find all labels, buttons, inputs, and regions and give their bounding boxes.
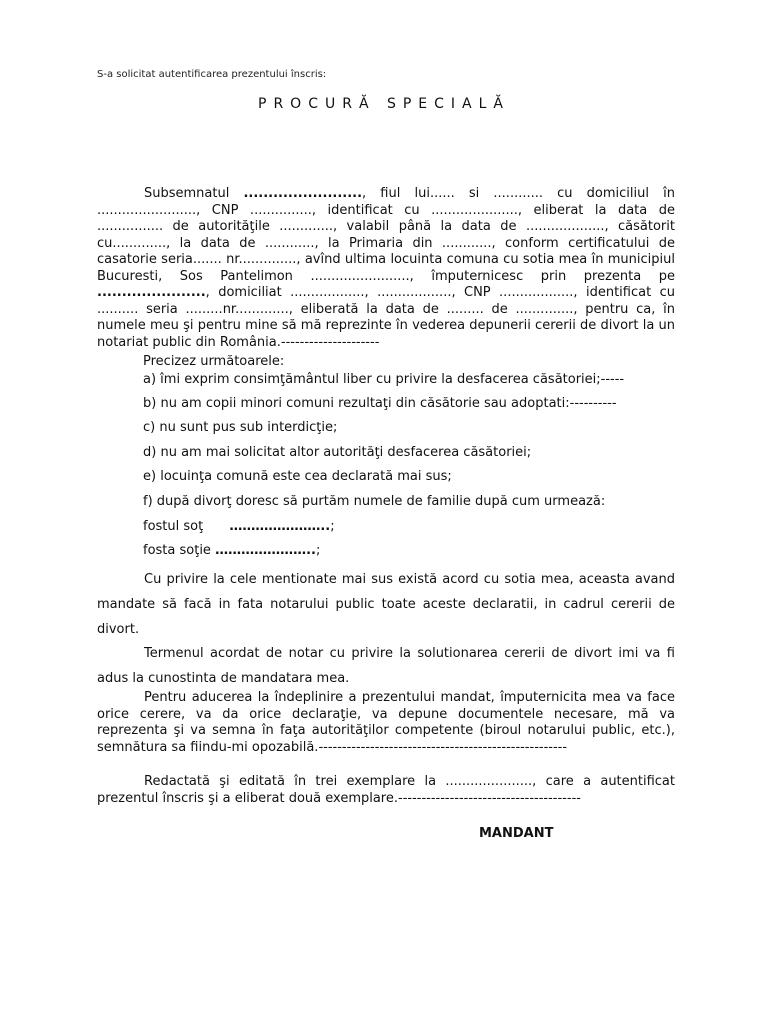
document-title: PROCURĂ SPECIALĂ	[258, 96, 510, 112]
fostul-sot-dots: …………………..	[229, 519, 331, 534]
fosta-sotie-end: ;	[315, 543, 321, 558]
fosta-sotie-dots: …………………..	[215, 543, 316, 558]
paragraph-declaration-text-a: Subsemnatul	[144, 186, 244, 201]
paragraph-redactata: Redactată şi editată în trei exemplare la ....................., care a autentificat prezentul înscris şi a eliberat două exemplare.---------------------------------------	[97, 774, 675, 806]
paragraph-declaration	[97, 186, 675, 351]
precizez-label: Precizez următoarele:	[143, 354, 285, 369]
fosta-sotie-line	[143, 543, 320, 558]
fosta-sotie-label: fosta soţie	[143, 543, 216, 558]
item-f: f) după divorţ doresc să purtăm numele de familie după cum urmează:	[143, 494, 606, 509]
paragraph-declaration-text-c: , domiciliat .................., .................., CNP .................., identificat cu .......... seria .........nr............., eliberată la data de ......... de .............., pentru ca, în numele meu şi pentru mine să mă reprezinte în vederea depunerii cererii de divort la un notariat public din România.---------------------	[97, 285, 675, 350]
paragraph-termen: Termenul acordat de notar cu privire la solutionarea cererii de divort imi va fi adus la cunostinta de mandatara mea.	[97, 646, 675, 686]
paragraph-acord: Cu privire la cele mentionate mai sus există acord cu sotia mea, aceasta avand mandate să facă in fata notarului public toate aceste declaratii, in cadrul cererii de divort.	[97, 572, 675, 637]
item-c: c) nu sunt pus sub interdicţie;	[143, 420, 338, 435]
mandatar-placeholder-dots: ......................	[97, 285, 206, 300]
item-a: a) îmi exprim consimţământul liber cu privire la desfacerea căsătoriei;-----	[143, 372, 625, 387]
item-d: d) nu am mai solicitat altor autorităţi desfacerea căsătoriei;	[143, 445, 532, 460]
item-b: b) nu am copii minori comuni rezultaţi din căsătorie sau adoptati:----------	[143, 396, 617, 411]
mandant-signature-label: MANDANT	[479, 826, 554, 841]
paragraph-mandat: Pentru aducerea la îndeplinire a prezentului mandat, împuternicita mea va face orice cerere, va da orice declaraţie, va depune documentele necesare, mă va reprezenta şi va semna în faţa autorităţilor competente (biroul notarului public, etc.), semnătura sa fiindu-mi opozabilă.-----------------------------------------------------	[97, 690, 675, 755]
name-placeholder-dots: ........................	[243, 186, 363, 201]
item-e: e) locuinţa comună este cea declarată mai sus;	[143, 469, 452, 484]
fostul-sot-line	[143, 519, 335, 534]
fostul-sot-label: fostul soţ	[143, 519, 204, 534]
paragraph-declaration-text-b: , fiul lui...... si ............ cu domiciliul în ........................, CNP ..............., identificat cu ....................., eliberat la data de ................ de autorităţile ............., valabil până la data de ..................., căsătorit cu............., la data de ............, la Primaria din ............, conform certificatului de casatorie seria....... nr.............., avînd ultima locuinta comuna cu sotia mea în municipiul Bucuresti, Sos Pantelimon ........................, împuternicesc prin prezenta pe	[97, 186, 675, 284]
header-note: S-a solicitat autentificarea prezentului înscris:	[97, 69, 327, 80]
fostul-sot-end: ;	[330, 519, 335, 534]
